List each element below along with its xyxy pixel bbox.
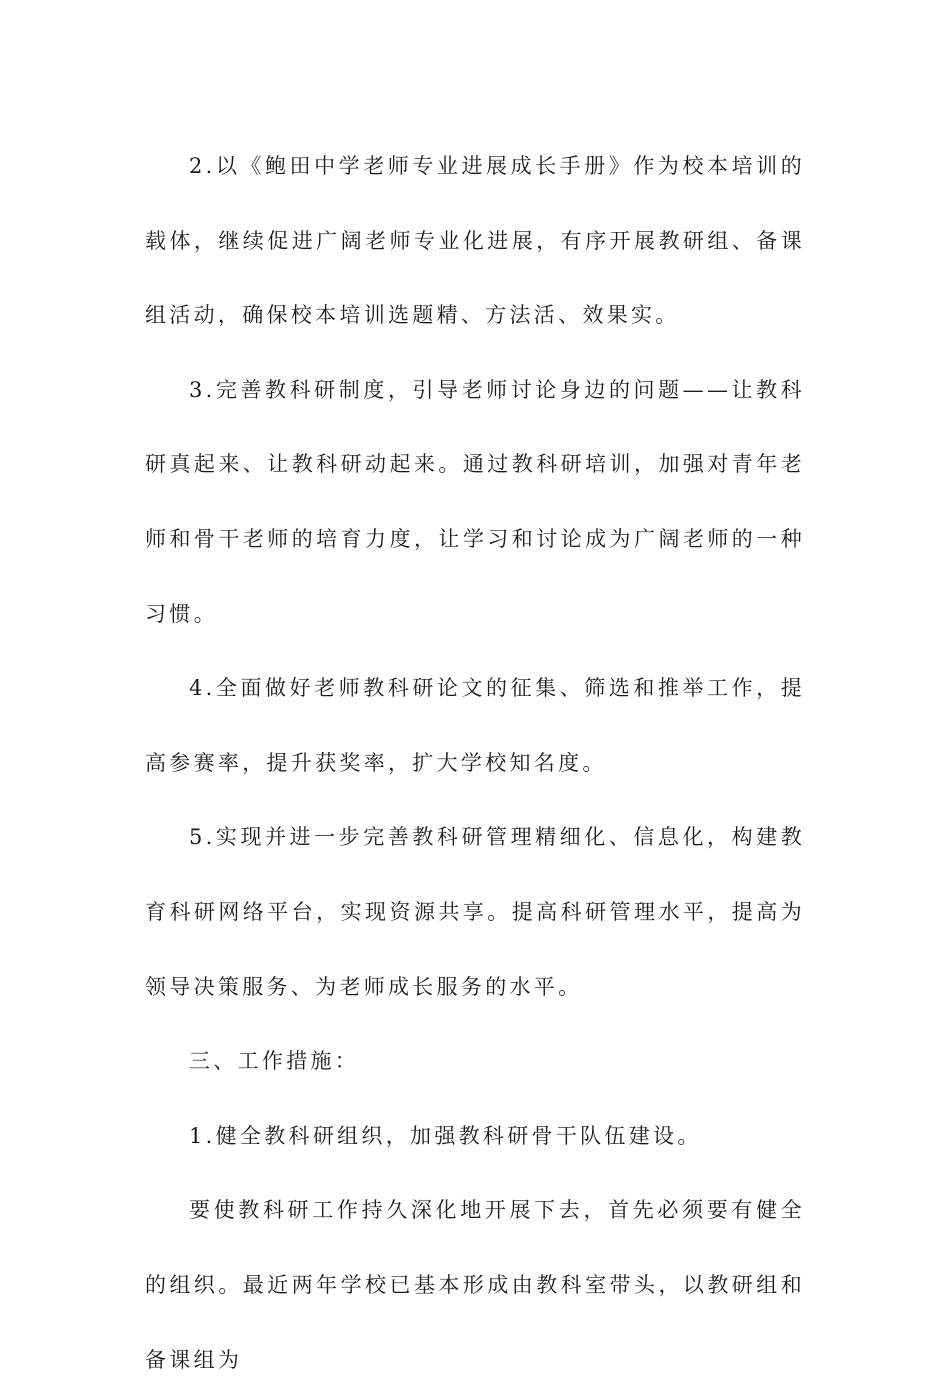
- section-heading-measures: 三、工作措施：: [189, 1049, 360, 1074]
- paragraph-measure-1-body: 要使教科研工作持久深化地开展下去，首先必须要有健全的组织。最近两年学校已基本形成由教科室带头，以教研组和备课组为: [145, 1198, 805, 1372]
- paragraph-goal-2: 2.以《鲍田中学老师专业进展成长手册》作为校本培训的载体，继续促进广阔老师专业化进展，有序开展教研组、备课组活动，确保校本培训选题精、方法活、效果实。: [145, 154, 805, 328]
- document-body: [145, 129, 805, 1397]
- paragraph-goal-5: 5.实现并进一步完善教科研管理精细化、信息化，构建教育科研网络平台，实现资源共享。提高科研管理水平，提高为领导决策服务、为老师成长服务的水平。: [145, 825, 805, 999]
- paragraph-measure-1: 1.健全教科研组织，加强教科研骨干队伍建设。: [189, 1123, 702, 1148]
- paragraph-goal-3: 3.完善教科研制度，引导老师讨论身边的问题——让教科研真起来、让教科研动起来。通过教科研培训，加强对青年老师和骨干老师的培育力度，让学习和讨论成为广阔老师的一种习惯。: [145, 377, 805, 626]
- paragraph-goal-4: 4.全面做好老师教科研论文的征集、筛选和推举工作，提高参赛率，提升获奖率，扩大学校知名度。: [145, 676, 805, 775]
